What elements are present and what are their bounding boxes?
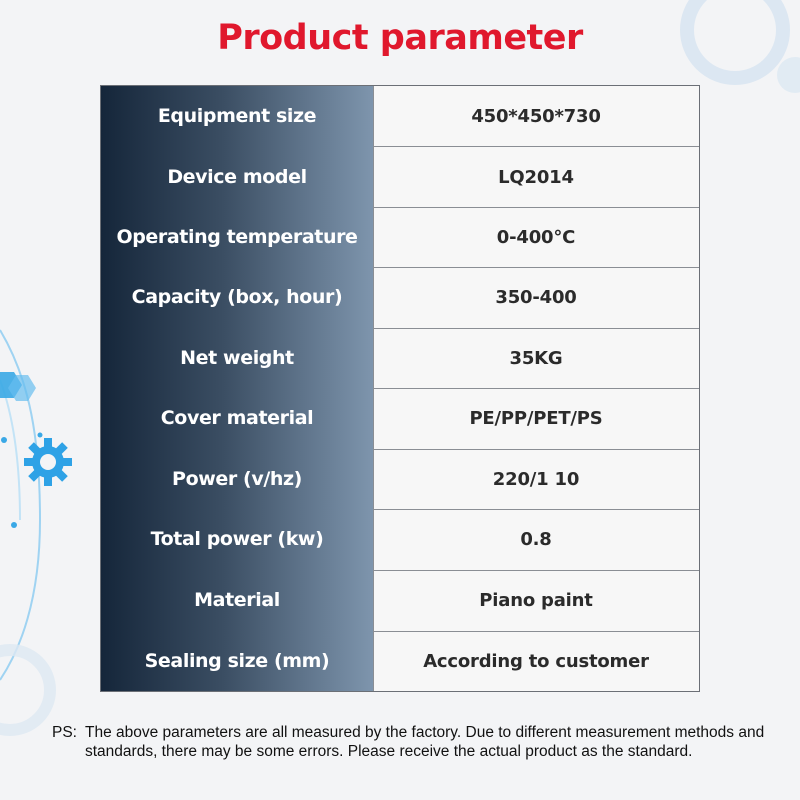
- row-value: 0-400°C: [496, 226, 576, 248]
- row-label: Net weight: [180, 347, 294, 369]
- row-value: PE/PP/PET/PS: [469, 407, 603, 429]
- table-row: [101, 267, 699, 327]
- row-label: Device model: [167, 166, 307, 188]
- page-title: Product parameter: [217, 18, 583, 58]
- table-row: [101, 388, 699, 448]
- table-row: [101, 509, 699, 569]
- table-row: [101, 207, 699, 267]
- row-value: According to customer: [423, 650, 649, 672]
- row-value: 220/1 10: [492, 468, 580, 490]
- row-label: Material: [194, 589, 280, 611]
- table-row: [101, 86, 699, 146]
- footnote-prefix: PS:: [52, 724, 77, 741]
- row-value: 35KG: [509, 347, 563, 369]
- table-row: [101, 328, 699, 388]
- row-value: 450*450*730: [471, 105, 601, 127]
- row-label: Sealing size (mm): [144, 650, 330, 672]
- row-value: LQ2014: [498, 166, 574, 188]
- parameter-table: [100, 85, 700, 692]
- row-value: Piano paint: [479, 589, 593, 611]
- row-value: 0.8: [520, 528, 552, 550]
- row-label: Cover material: [160, 407, 314, 429]
- table-row: [101, 631, 699, 691]
- table-row: [101, 570, 699, 630]
- row-label: Operating temperature: [116, 226, 358, 248]
- row-value: 350-400: [495, 286, 577, 308]
- row-label: Capacity (box, hour): [131, 286, 343, 308]
- row-label: Equipment size: [157, 105, 317, 127]
- table-row: [101, 147, 699, 207]
- footnote-text: The above parameters are all measured by the factory. Due to different measurement methods and standards, there may be some errors. Please receive the actual product as the standard.: [85, 724, 765, 760]
- row-label: Total power (kw): [150, 528, 324, 550]
- table-row: [101, 449, 699, 509]
- row-label: Power (v/hz): [172, 468, 302, 490]
- hexagon-icon: [0, 372, 22, 398]
- gear-icon: [24, 438, 72, 486]
